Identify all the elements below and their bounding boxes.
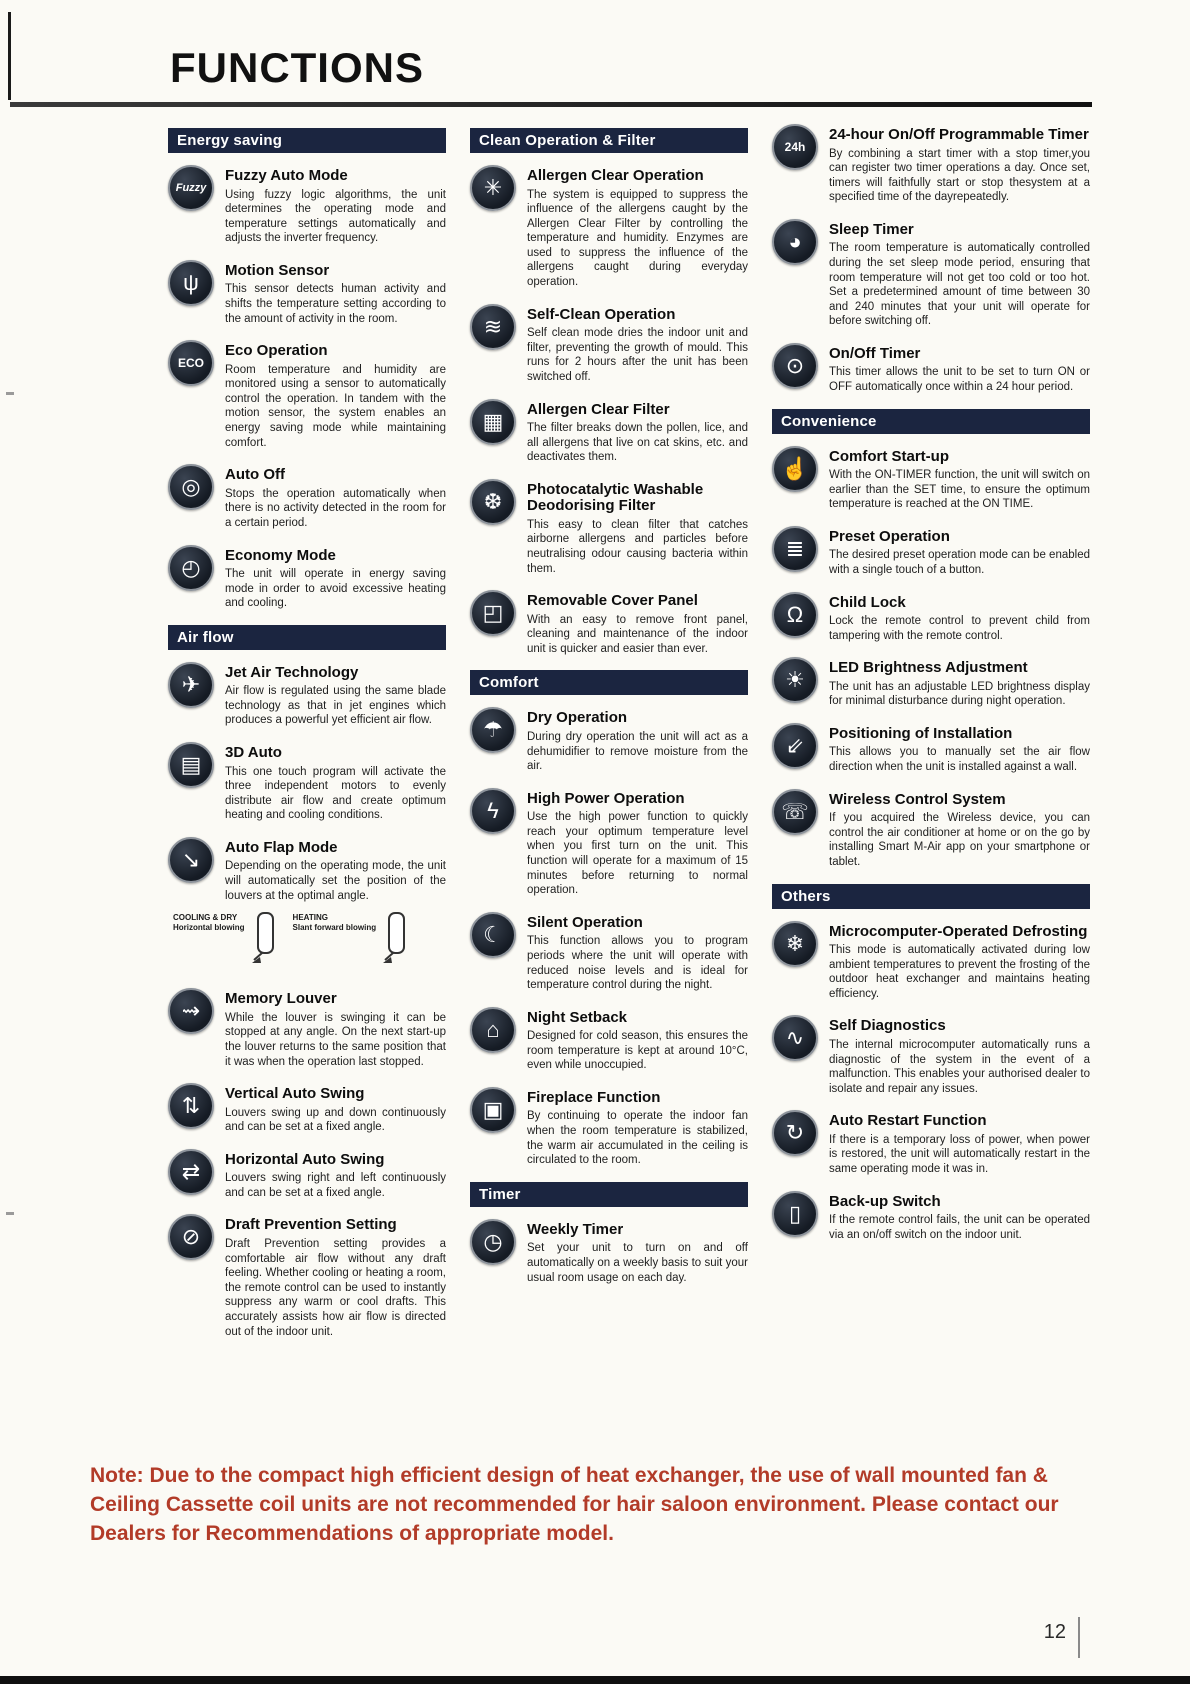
feature-item <box>470 590 748 656</box>
icon-glyph: ◎ <box>181 474 201 500</box>
title-rule <box>10 102 1092 107</box>
icon-glyph: 24h <box>784 140 806 154</box>
feature-item <box>470 1087 748 1168</box>
feature-item <box>772 1015 1090 1096</box>
icon-glyph: ϟ <box>487 797 499 823</box>
icon-glyph: ◷ <box>483 1228 503 1254</box>
fuzzy-auto-icon <box>168 165 214 211</box>
feature-description: Set your unit to turn on and off automatically on a weekly basis to suit your usual room usage on each day. <box>527 1242 748 1284</box>
icon-glyph: ❆ <box>483 488 503 514</box>
airflow-diagram-figure <box>173 911 277 970</box>
feature-title: 24-hour On/Off Programmable Timer <box>829 126 1089 143</box>
feature-title: Horizontal Auto Swing <box>225 1150 385 1168</box>
icon-glyph: ✈ <box>181 671 201 697</box>
three-d-auto-icon <box>168 742 214 788</box>
icon-glyph: ⇝ <box>181 998 201 1024</box>
airflow-diagram-label <box>173 911 245 933</box>
indoor-unit-flap-icon <box>251 911 277 970</box>
feature-description: Draft Prevention setting provides a comfortable air flow without any draft feeling. Whether cooling or heating a room, the remote control can be used to instantly suppress any warm or cool drafts. This accurately assists how air flow is directed out of the indoor unit. <box>225 1237 446 1338</box>
feature-description: This sensor detects human activity and shifts the temperature setting according to the amount of activity in the room. <box>225 283 446 325</box>
page-edge-tick <box>6 1212 14 1215</box>
section-header: Clean Operation & Filter <box>470 128 748 153</box>
icon-glyph: ⇅ <box>181 1093 201 1119</box>
section-header: Others <box>772 884 1090 909</box>
led-brightness-icon <box>772 657 818 703</box>
feature-body <box>527 399 748 465</box>
feature-description: Use the high power function to quickly reach your optimum temperature level when you first turn on the unit. This function will operate for a maximum of 15 minutes before returning to normal operation. <box>527 811 748 897</box>
memory-louver-icon <box>168 988 214 1034</box>
icon-glyph: ⊘ <box>181 1224 201 1250</box>
feature-title: Vertical Auto Swing <box>225 1085 365 1103</box>
feature-description: This function allows you to program periods where the unit will operate with reduced noise levels and is ideal for temperature control during the night. <box>527 935 748 992</box>
icon-glyph: ▯ <box>788 1200 802 1226</box>
feature-description: Designed for cold season, this ensures the room temperature is kept at around 10°C, even while unoccupied. <box>527 1030 748 1072</box>
airflow-diagram-figure <box>293 911 409 970</box>
feature-title: LED Brightness Adjustment <box>829 659 1028 677</box>
feature-item <box>168 260 446 326</box>
feature-title: Self-Clean Operation <box>527 305 676 323</box>
feature-item <box>772 446 1090 512</box>
feature-title: Fuzzy Auto Mode <box>225 167 348 184</box>
feature-title: Back-up Switch <box>829 1192 941 1210</box>
feature-item <box>470 304 748 385</box>
feature-item <box>772 526 1090 578</box>
feature-description: With an easy to remove front panel, cleaning and maintenance of the indoor unit is quicker and easier than ever. <box>527 613 748 655</box>
feature-description: The filter breaks down the pollen, lice, and all allergens that live on cat skins, etc. and deactivates them. <box>527 422 748 464</box>
eco-icon <box>168 340 214 386</box>
icon-glyph: ↻ <box>785 1120 805 1146</box>
dry-operation-icon <box>470 707 516 753</box>
feature-title: Allergen Clear Filter <box>527 400 670 418</box>
feature-description: The internal microcomputer automatically runs a diagnostic of the system in the event of a malfunction. This enables your authorised dealer to isolate and repair any issues. <box>829 1038 1090 1095</box>
feature-title: Allergen Clear Operation <box>527 167 704 184</box>
photocatalytic-filter-icon <box>470 479 516 525</box>
feature-title: Draft Prevention Setting <box>225 1216 397 1234</box>
feature-item <box>168 165 446 246</box>
feature-title: Dry Operation <box>527 709 628 727</box>
auto-restart-icon <box>772 1110 818 1156</box>
page-title: FUNCTIONS <box>170 44 424 91</box>
auto-off-icon <box>168 464 214 510</box>
feature-description: The system is equipped to suppress the influence of the allergens caught by the Allergen Clear Filter by controlling the temperature and humidity. Enzymes are used to suppress the influence of the allergens caught during everyday operation. <box>527 188 748 289</box>
backup-switch-icon <box>772 1191 818 1237</box>
feature-description: This mode is automatically activated during low ambient temperatures to prevent the frosting of the outdoor heat exchanger and maintains heating efficiency. <box>829 944 1090 1000</box>
bottom-bar <box>0 1676 1190 1684</box>
horizontal-swing-icon <box>168 1149 214 1195</box>
feature-body <box>527 1087 748 1168</box>
feature-body <box>527 479 748 576</box>
motion-sensor-icon <box>168 260 214 306</box>
feature-item <box>772 343 1090 395</box>
icon-glyph: Ω <box>786 601 804 627</box>
feature-body <box>829 1110 1090 1176</box>
draft-prevention-icon <box>168 1214 214 1260</box>
vertical-swing-icon <box>168 1083 214 1129</box>
feature-description: This allows you to manually set the air flow direction when the unit is installed against a wall. <box>829 746 1090 774</box>
feature-title: On/Off Timer <box>829 344 921 362</box>
feature-title: Photocatalytic Washable Deodorising Filter <box>527 480 704 515</box>
removable-cover-icon <box>470 590 516 636</box>
feature-item <box>772 921 1090 1002</box>
feature-description: This timer allows the unit to be set to turn ON or OFF automatically once within a 24 hour period. <box>829 366 1090 394</box>
feature-body <box>225 742 446 823</box>
feature-body <box>225 988 446 1069</box>
feature-item <box>168 1149 446 1201</box>
section-header: Convenience <box>772 409 1090 434</box>
icon-glyph: ψ <box>183 269 199 295</box>
feature-body <box>527 165 748 290</box>
self-clean-icon <box>470 304 516 350</box>
feature-description: Louvers swing up and down continuously and can be set at a fixed angle. <box>225 1106 446 1134</box>
icon-glyph: ☾ <box>483 921 503 947</box>
icon-glyph: ☏ <box>781 798 809 824</box>
feature-body <box>225 1149 446 1201</box>
feature-item <box>168 988 446 1069</box>
feature-title: Auto Off <box>225 466 285 484</box>
footer-note: Note: Due to the compact high efficient design of heat exchanger, the use of wall mounted fan & Ceiling Cassette coil units are not recommended for hair saloon environment. Please contact our Dealers for Recommendations of appropriate model. <box>90 1464 1059 1545</box>
feature-body <box>829 219 1090 329</box>
icon-glyph: ▤ <box>180 752 202 778</box>
allergen-clear-filter-icon <box>470 399 516 445</box>
feature-title: Motion Sensor <box>225 261 330 279</box>
feature-title: Fireplace Function <box>527 1088 661 1106</box>
weekly-timer-icon <box>470 1219 516 1265</box>
feature-body <box>527 1219 748 1285</box>
feature-description: If the remote control fails, the unit can be operated via an on/off switch on the indoor unit. <box>829 1214 1090 1241</box>
feature-item <box>772 124 1090 205</box>
feature-item <box>772 1110 1090 1176</box>
icon-glyph: ▣ <box>482 1096 504 1122</box>
feature-item <box>470 707 748 773</box>
icon-glyph: ⌂ <box>486 1016 500 1042</box>
feature-title: Child Lock <box>829 593 906 611</box>
feature-description: Air flow is regulated using the same blade technology as that in jet engines which produces a powerful yet efficient air flow. <box>225 685 446 727</box>
feature-item <box>168 742 446 823</box>
feature-item <box>168 545 446 611</box>
feature-item <box>168 340 446 450</box>
positioning-icon <box>772 723 818 769</box>
feature-title: 3D Auto <box>225 744 282 762</box>
feature-description: Stops the operation automatically when there is no activity detected in the room for a certain period. <box>225 487 446 529</box>
feature-title: Silent Operation <box>527 913 643 931</box>
feature-description: During dry operation the unit will act as a dehumidifier to remove moisture from the air. <box>527 730 748 773</box>
airflow-direction-label: Horizontal blowing <box>173 923 245 933</box>
feature-body <box>527 304 748 385</box>
icon-glyph: ≣ <box>785 535 805 561</box>
feature-item <box>470 1219 748 1285</box>
airflow-mode-label: COOLING & DRY <box>173 913 238 923</box>
feature-title: High Power Operation <box>527 789 685 807</box>
feature-description: While the louver is swinging it can be stopped at any angle. On the next start-up the louver returns to the same position that it was when the operation last stopped. <box>225 1011 446 1068</box>
feature-description: Self clean mode dries the indoor unit and filter, preventing the growth of mould. This runs for 2 hours after the unit has been switched off. <box>527 327 748 383</box>
preset-operation-icon <box>772 526 818 572</box>
feature-title: Jet Air Technology <box>225 663 359 681</box>
feature-item <box>470 1007 748 1073</box>
feature-description: Room temperature and humidity are monitored using a sensor to automatically control the operation. In tandem with the motion sensor, the system enables an energy saving mode while maintaining comfort. <box>225 363 446 449</box>
jet-air-icon <box>168 662 214 708</box>
feature-body <box>225 260 446 326</box>
feature-description: Depending on the operating mode, the unit will automatically set the position of the louvers at the optimal angle. <box>225 860 446 902</box>
airflow-diagram-label <box>293 911 377 933</box>
icon-glyph: ECO <box>177 356 204 371</box>
feature-body <box>527 912 748 993</box>
section-header: Air flow <box>168 625 446 650</box>
feature-title: Wireless Control System <box>829 790 1006 808</box>
high-power-icon <box>470 788 516 834</box>
feature-body <box>527 590 748 656</box>
sleep-timer-icon <box>772 219 818 265</box>
icon-glyph: ☝ <box>781 455 809 481</box>
feature-body <box>829 1015 1090 1096</box>
feature-body <box>225 1214 446 1339</box>
feature-title: Eco Operation <box>225 342 328 360</box>
auto-flap-icon <box>168 837 214 883</box>
icon-glyph: ✳ <box>483 175 503 200</box>
feature-item <box>168 1083 446 1135</box>
self-diagnostics-icon <box>772 1015 818 1061</box>
feature-item <box>168 1214 446 1339</box>
timer-24h-icon <box>772 124 818 170</box>
section-header: Timer <box>470 1182 748 1207</box>
column-2 <box>470 124 748 1353</box>
fireplace-icon <box>470 1087 516 1133</box>
wireless-control-icon <box>772 789 818 835</box>
icon-glyph: ∿ <box>785 1025 805 1051</box>
feature-description: This easy to clean filter that catches airborne allergens and particles before neutralising odour causing bacteria within them. <box>527 518 748 575</box>
feature-item <box>772 657 1090 709</box>
feature-item <box>470 399 748 465</box>
feature-item <box>772 592 1090 644</box>
section-header: Comfort <box>470 670 748 695</box>
defrost-icon <box>772 921 818 967</box>
icon-glyph: ☀ <box>785 667 805 693</box>
feature-body <box>829 723 1090 775</box>
airflow-mode-label: HEATING <box>292 913 328 923</box>
feature-body <box>829 1191 1090 1243</box>
feature-item <box>470 479 748 576</box>
feature-body <box>225 1083 446 1135</box>
feature-title: Weekly Timer <box>527 1220 624 1238</box>
feature-description: By continuing to operate the indoor fan when the room temperature is stabilized, the warm air accumulated in the ceiling is circulated to the room. <box>527 1110 748 1167</box>
feature-item <box>470 788 748 898</box>
feature-body <box>225 662 446 728</box>
economy-mode-icon <box>168 545 214 591</box>
feature-title: Auto Restart Function <box>829 1112 987 1130</box>
feature-item <box>772 1191 1090 1243</box>
page-edge-mark <box>8 12 11 100</box>
icon-glyph: ☂ <box>483 717 503 743</box>
feature-item <box>772 219 1090 329</box>
feature-description: This one touch program will activate the three independent motors to evenly distribute air flow and create optimum heating and cooling conditions. <box>225 765 446 822</box>
feature-description: If there is a temporary loss of power, when power is restored, the unit will automatically restart in the same operating mode it was in. <box>829 1133 1090 1175</box>
feature-item <box>772 723 1090 775</box>
section-header: Energy saving <box>168 128 446 153</box>
icon-glyph: ◰ <box>482 600 504 626</box>
feature-item <box>168 837 446 974</box>
columns <box>168 124 1090 1353</box>
airflow-direction-label: Slant forward blowing <box>292 923 377 933</box>
feature-title: Economy Mode <box>225 546 336 564</box>
night-setback-icon <box>470 1007 516 1053</box>
feature-title: Preset Operation <box>829 527 950 545</box>
feature-body <box>225 165 446 246</box>
icon-glyph: ≋ <box>483 313 503 339</box>
feature-body <box>225 545 446 611</box>
icon-glyph: ⇙ <box>785 732 805 758</box>
feature-item <box>168 662 446 728</box>
feature-body <box>829 657 1090 709</box>
feature-body <box>829 789 1090 870</box>
child-lock-icon <box>772 592 818 638</box>
icon-glyph: ◕ <box>788 228 802 254</box>
feature-title: Night Setback <box>527 1008 628 1026</box>
icon-glyph: ↘ <box>181 846 201 872</box>
icon-glyph: ❄ <box>785 930 805 956</box>
feature-description: By combining a start timer with a stop timer,you can register two timer operations a day. Once set, timers will faithfully start or stop thesystem at a specified time of the dayrepeatedly. <box>829 147 1090 204</box>
feature-description: The desired preset operation mode can be enabled with a single touch of a button. <box>829 549 1090 576</box>
feature-body <box>829 446 1090 512</box>
feature-body <box>527 707 748 773</box>
feature-body <box>829 592 1090 644</box>
silent-operation-icon <box>470 912 516 958</box>
feature-body <box>829 526 1090 578</box>
feature-title: Positioning of Installation <box>829 724 1013 742</box>
icon-glyph: ▦ <box>482 408 504 434</box>
column-1 <box>168 124 446 1353</box>
feature-body <box>829 343 1090 395</box>
feature-item <box>168 464 446 530</box>
feature-title: Comfort Start-up <box>829 447 949 465</box>
icon-glyph: ⇄ <box>181 1158 201 1184</box>
onoff-timer-icon <box>772 343 818 389</box>
page-edge-tick <box>6 392 14 395</box>
icon-glyph: Fuzzy <box>175 181 207 194</box>
feature-title: Self Diagnostics <box>829 1017 946 1035</box>
feature-body <box>225 464 446 530</box>
feature-body <box>829 124 1090 205</box>
feature-title: Removable Cover Panel <box>527 592 698 610</box>
feature-item <box>470 912 748 993</box>
column-3 <box>772 124 1090 1353</box>
feature-title: Auto Flap Mode <box>225 838 338 856</box>
indoor-unit-flap-icon <box>382 911 408 970</box>
feature-description: The room temperature is automatically controlled during the set sleep mode period, ensuring that room temperature will not get too cold or too hot. Set a predetermined amount of time between 30 and 240 minutes that your unit will operate for before switching off. <box>829 242 1090 328</box>
feature-body <box>829 921 1090 1002</box>
feature-body <box>527 1007 748 1073</box>
page-number: 12 <box>1044 1617 1080 1658</box>
icon-glyph: ⊙ <box>785 352 805 378</box>
feature-description: If you acquired the Wireless device, you can control the air conditioner at home or on the go by installing Smart M-Air app on your smartphone or tablet. <box>829 812 1090 868</box>
icon-glyph: ◴ <box>181 554 201 580</box>
feature-item <box>470 165 748 290</box>
feature-item <box>772 789 1090 870</box>
feature-description: Using fuzzy logic algorithms, the unit determines the operating mode and temperature settings automatically and adjusts the inverter frequency. <box>225 188 446 245</box>
feature-title: Microcomputer-Operated Defrosting <box>829 922 1088 940</box>
feature-description: With the ON-TIMER function, the unit will switch on earlier than the SET time, to ensure the optimum temperature is reached at the ON TIME. <box>829 469 1090 511</box>
allergen-clear-operation-icon <box>470 165 516 211</box>
comfort-startup-icon <box>772 446 818 492</box>
feature-description: The unit has an adjustable LED brightness display for minimal disturbance during night operation. <box>829 680 1090 708</box>
feature-title: Memory Louver <box>225 990 337 1008</box>
feature-body <box>173 837 446 974</box>
feature-body <box>527 788 748 898</box>
feature-title: Sleep Timer <box>829 220 914 238</box>
feature-description: Lock the remote control to prevent child from tampering with the remote control. <box>829 615 1090 642</box>
feature-body <box>225 340 446 450</box>
feature-description: Louvers swing right and left continuously and can be set at a fixed angle. <box>225 1172 446 1199</box>
airflow-diagram <box>173 911 446 970</box>
feature-description: The unit will operate in energy saving mode in order to avoid excessive heating and cooling. <box>225 568 446 610</box>
